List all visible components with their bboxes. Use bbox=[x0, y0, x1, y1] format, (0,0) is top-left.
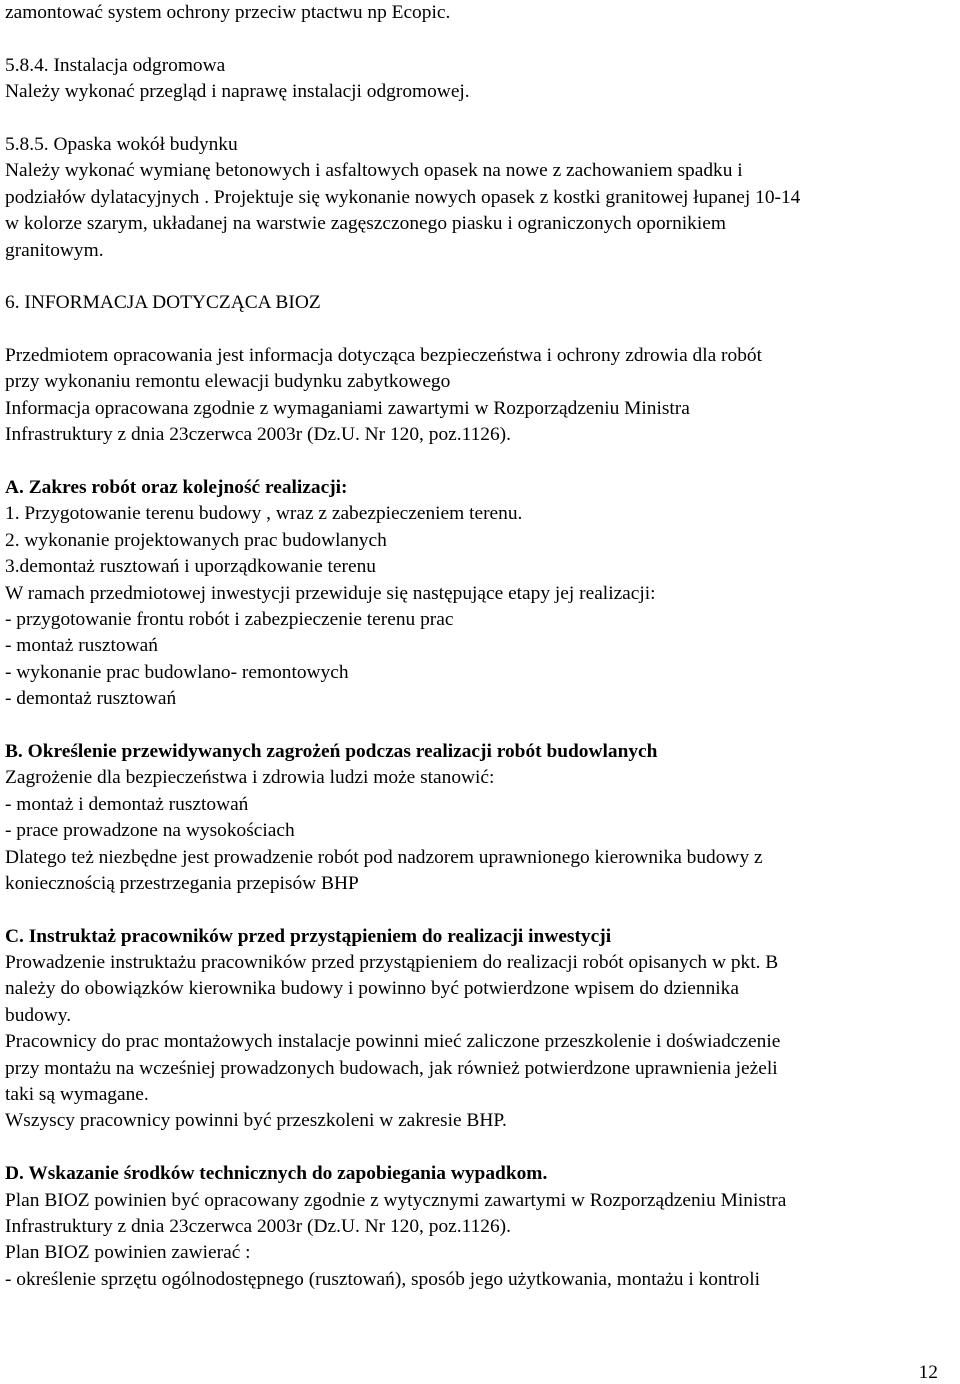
paragraph-line: należy do obowiązków kierownika budowy i powinno być potwierdzone wpisem do dziennika bbox=[5, 978, 739, 1000]
section-srodki-techniczne bbox=[5, 1161, 955, 1293]
paragraph-line: Wszyscy pracownicy powinni być przeszkoleni w zakresie BHP. bbox=[5, 1110, 507, 1132]
chapter-heading: 6. INFORMACJA DOTYCZĄCA BIOZ bbox=[5, 292, 321, 314]
page-number: 12 bbox=[918, 1362, 938, 1383]
section-heading: 5.8.4. Instalacja odgromowa bbox=[5, 54, 226, 76]
section-heading: B. Określenie przewidywanych zagrożeń podczas realizacji robót budowlanych bbox=[5, 740, 658, 762]
paragraph-line: Infrastruktury z dnia 23czerwca 2003r (Dz.U. Nr 120, poz.1126). bbox=[5, 424, 511, 446]
list-item: - prace prowadzone na wysokościach bbox=[5, 820, 295, 842]
paragraph-line: Plan BIOZ powinien zawierać : bbox=[5, 1242, 251, 1264]
section-informacja-bioz bbox=[5, 290, 955, 448]
paragraph-line: budowy. bbox=[5, 1004, 72, 1026]
list-item: - montaż rusztowań bbox=[5, 635, 158, 657]
section-heading: D. Wskazanie środków technicznych do zapobiegania wypadkom. bbox=[5, 1163, 548, 1185]
paragraph-line: granitowym. bbox=[5, 239, 104, 261]
paragraph-line: Pracownicy do prac montażowych instalacje powinni mieć zaliczone przeszkolenie i doświadczenie bbox=[5, 1031, 781, 1053]
list-item: - wykonanie prac budowlano- remontowych bbox=[5, 661, 349, 683]
section-heading: 5.8.5. Opaska wokół budynku bbox=[5, 133, 238, 155]
section-instruktaz bbox=[5, 924, 955, 1135]
list-item: - montaż i demontaż rusztowań bbox=[5, 793, 249, 815]
paragraph-line: W ramach przedmiotowej inwestycji przewiduje się następujące etapy jej realizacji: bbox=[5, 582, 656, 604]
paragraph-line: Dlatego też niezbędne jest prowadzenie robót pod nadzorem uprawnionego kierownika budowy z bbox=[5, 846, 763, 868]
paragraph-line: Infrastruktury z dnia 23czerwca 2003r (Dz.U. Nr 120, poz.1126). bbox=[5, 1215, 511, 1237]
list-item: - demontaż rusztowań bbox=[5, 688, 177, 710]
section-instalacja-odgromowa bbox=[5, 53, 955, 106]
paragraph-line: Informacja opracowana zgodnie z wymaganiami zawartymi w Rozporządzeniu Ministra bbox=[5, 397, 690, 419]
paragraph-line: koniecznością przestrzegania przepisów BHP bbox=[5, 872, 359, 894]
section-zakres-robot bbox=[5, 475, 955, 713]
section-heading: C. Instruktaż pracowników przed przystąpieniem do realizacji inwestycji bbox=[5, 925, 612, 947]
paragraph-line: Prowadzenie instruktażu pracowników przed przystąpieniem do realizacji robót opisanych w pkt. B bbox=[5, 952, 779, 974]
paragraph-line: przy montażu na wcześniej prowadzonych budowach, jak również potwierdzone uprawnienia jeżeli bbox=[5, 1057, 778, 1079]
paragraph-line: Plan BIOZ powinien być opracowany zgodnie z wytycznymi zawartymi w Rozporządzeniu Ministra bbox=[5, 1189, 787, 1211]
list-item: 2. wykonanie projektowanych prac budowlanych bbox=[5, 529, 387, 551]
paragraph-line: podziałów dylatacyjnych . Projektuje się wykonanie nowych opasek z kostki granitowej łupanej 10-14 bbox=[5, 186, 801, 208]
paragraph-line: w kolorze szarym, układanej na warstwie zagęszczonego piasku i ograniczonych opornikiem bbox=[5, 213, 726, 235]
list-item: - przygotowanie frontu robót i zabezpieczenie terenu prac bbox=[5, 608, 454, 630]
paragraph-line: przy wykonaniu remontu elewacji budynku zabytkowego bbox=[5, 371, 451, 393]
paragraph-line: zamontować system ochrony przeciw ptactwu np Ecopic. bbox=[5, 2, 451, 23]
paragraph-line: Przedmiotem opracowania jest informacja dotycząca bezpieczeństwa i ochrony zdrowia dla robót bbox=[5, 345, 762, 367]
paragraph-line: taki są wymagane. bbox=[5, 1084, 149, 1106]
document-page bbox=[5, 0, 955, 1293]
section-heading: A. Zakres robót oraz kolejność realizacji: bbox=[5, 477, 348, 499]
list-item: - określenie sprzętu ogólnodostępnego (rusztowań), sposób jego użytkowania, montażu i kontroli bbox=[5, 1268, 760, 1290]
list-item: 1. Przygotowanie terenu budowy , wraz z zabezpieczeniem terenu. bbox=[5, 503, 523, 525]
paragraph-line: Należy wykonać wymianę betonowych i asfaltowych opasek na nowe z zachowaniem spadku i bbox=[5, 160, 743, 182]
section-opaska-wokol-budynku bbox=[5, 132, 955, 264]
paragraph-line: Zagrożenie dla bezpieczeństwa i zdrowia ludzi może stanowić: bbox=[5, 767, 495, 789]
list-item: 3.demontaż rusztowań i uporządkowanie terenu bbox=[5, 556, 376, 578]
section-zagrozenia bbox=[5, 739, 955, 897]
paragraph-line: Należy wykonać przegląd i naprawę instalacji odgromowej. bbox=[5, 81, 470, 103]
